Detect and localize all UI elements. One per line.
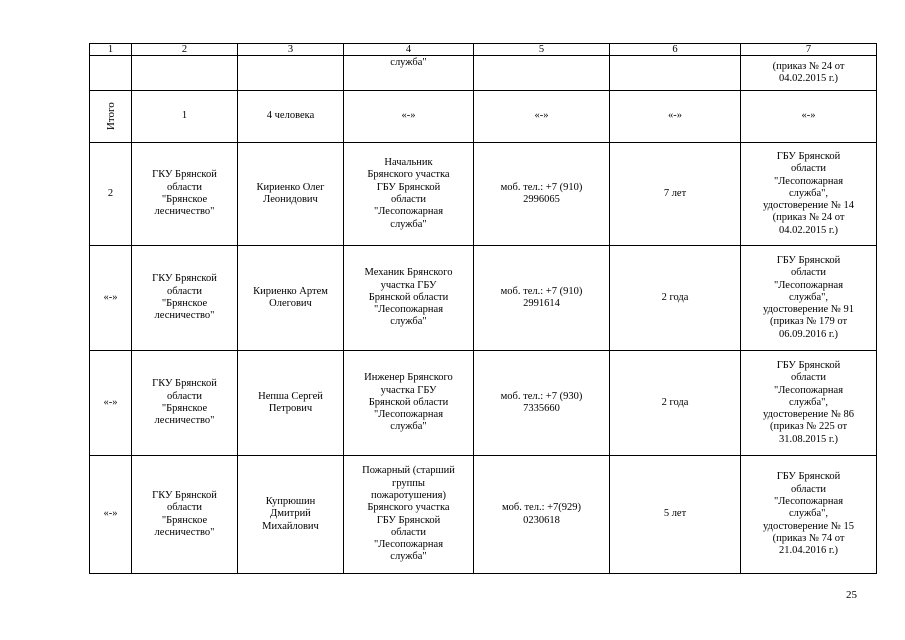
page-number: 25 xyxy=(846,589,857,601)
column-number: 3 xyxy=(238,44,344,56)
column-number: 5 xyxy=(474,44,610,56)
phone-cell: моб. тел.: +7 (930) 7335660 xyxy=(474,351,610,456)
table-row xyxy=(90,246,877,351)
table-cell xyxy=(238,56,344,91)
continued-certificate-cell: (приказ № 24 от 04.02.2015 г.) xyxy=(741,56,877,91)
row-index-cell: «-» xyxy=(90,351,132,456)
row-index-cell: «-» xyxy=(90,246,132,351)
phone-cell: моб. тел.: +7(929) 0230618 xyxy=(474,456,610,574)
full-name-cell: Кириенко Артем Олегович xyxy=(238,246,344,351)
ditto-cell: «-» xyxy=(741,91,877,143)
position-cell: Начальник Брянского участка ГБУ Брянской области "Лесопожарная служба" xyxy=(344,143,474,246)
column-number: 2 xyxy=(132,44,238,56)
experience-cell: 2 года xyxy=(610,351,741,456)
ditto-cell: «-» xyxy=(344,91,474,143)
column-number: 1 xyxy=(90,44,132,56)
full-name-cell: Кириенко Олег Леонидович xyxy=(238,143,344,246)
table-cell xyxy=(474,56,610,91)
total-count-cell: 1 xyxy=(132,91,238,143)
organization-cell: ГКУ Брянской области "Брянское лесничество" xyxy=(132,246,238,351)
ditto-cell: «-» xyxy=(474,91,610,143)
column-number: 6 xyxy=(610,44,741,56)
column-number: 7 xyxy=(741,44,877,56)
experience-cell: 2 года xyxy=(610,246,741,351)
column-number: 4 xyxy=(344,44,474,56)
total-row xyxy=(90,91,877,143)
total-label-cell xyxy=(90,91,132,143)
table-row xyxy=(90,351,877,456)
table-cell xyxy=(132,56,238,91)
full-name-cell: Непша Сергей Петрович xyxy=(238,351,344,456)
continued-position-cell: служба" xyxy=(344,56,474,91)
total-people-cell: 4 человека xyxy=(238,91,344,143)
certificate-cell: ГБУ Брянской области "Лесопожарная служба", удостоверение № 15 (приказ № 74 от 21.04.2016 г.) xyxy=(741,456,877,574)
continuation-row xyxy=(90,56,877,91)
organization-cell: ГКУ Брянской области "Брянское лесничество" xyxy=(132,456,238,574)
position-cell: Инженер Брянского участка ГБУ Брянской области "Лесопожарная служба" xyxy=(344,351,474,456)
column-number-row xyxy=(90,44,877,56)
position-cell: Пожарный (старший группы пожаротушения) Брянского участка ГБУ Брянской области "Лесопожарная служба" xyxy=(344,456,474,574)
total-label: Итого xyxy=(104,102,117,130)
table-row xyxy=(90,143,877,246)
certificate-cell: ГБУ Брянской области "Лесопожарная служба", удостоверение № 14 (приказ № 24 от 04.02.2015 г.) xyxy=(741,143,877,246)
certificate-cell: ГБУ Брянской области "Лесопожарная служба", удостоверение № 86 (приказ № 225 от 31.08.2015 г.) xyxy=(741,351,877,456)
table-row xyxy=(90,456,877,574)
table-cell xyxy=(90,56,132,91)
full-name-cell: Купрюшин Дмитрий Михайлович xyxy=(238,456,344,574)
ditto-cell: «-» xyxy=(610,91,741,143)
table-cell xyxy=(610,56,741,91)
organization-cell: ГКУ Брянской области "Брянское лесничество" xyxy=(132,351,238,456)
personnel-table xyxy=(89,43,877,574)
experience-cell: 5 лет xyxy=(610,456,741,574)
row-index-cell: 2 xyxy=(90,143,132,246)
certificate-cell: ГБУ Брянской области "Лесопожарная служба", удостоверение № 91 (приказ № 179 от 06.09.2016 г.) xyxy=(741,246,877,351)
experience-cell: 7 лет xyxy=(610,143,741,246)
organization-cell: ГКУ Брянской области "Брянское лесничество" xyxy=(132,143,238,246)
row-index-cell: «-» xyxy=(90,456,132,574)
phone-cell: моб. тел.: +7 (910) 2996065 xyxy=(474,143,610,246)
position-cell: Механик Брянского участка ГБУ Брянской области "Лесопожарная служба" xyxy=(344,246,474,351)
phone-cell: моб. тел.: +7 (910) 2991614 xyxy=(474,246,610,351)
